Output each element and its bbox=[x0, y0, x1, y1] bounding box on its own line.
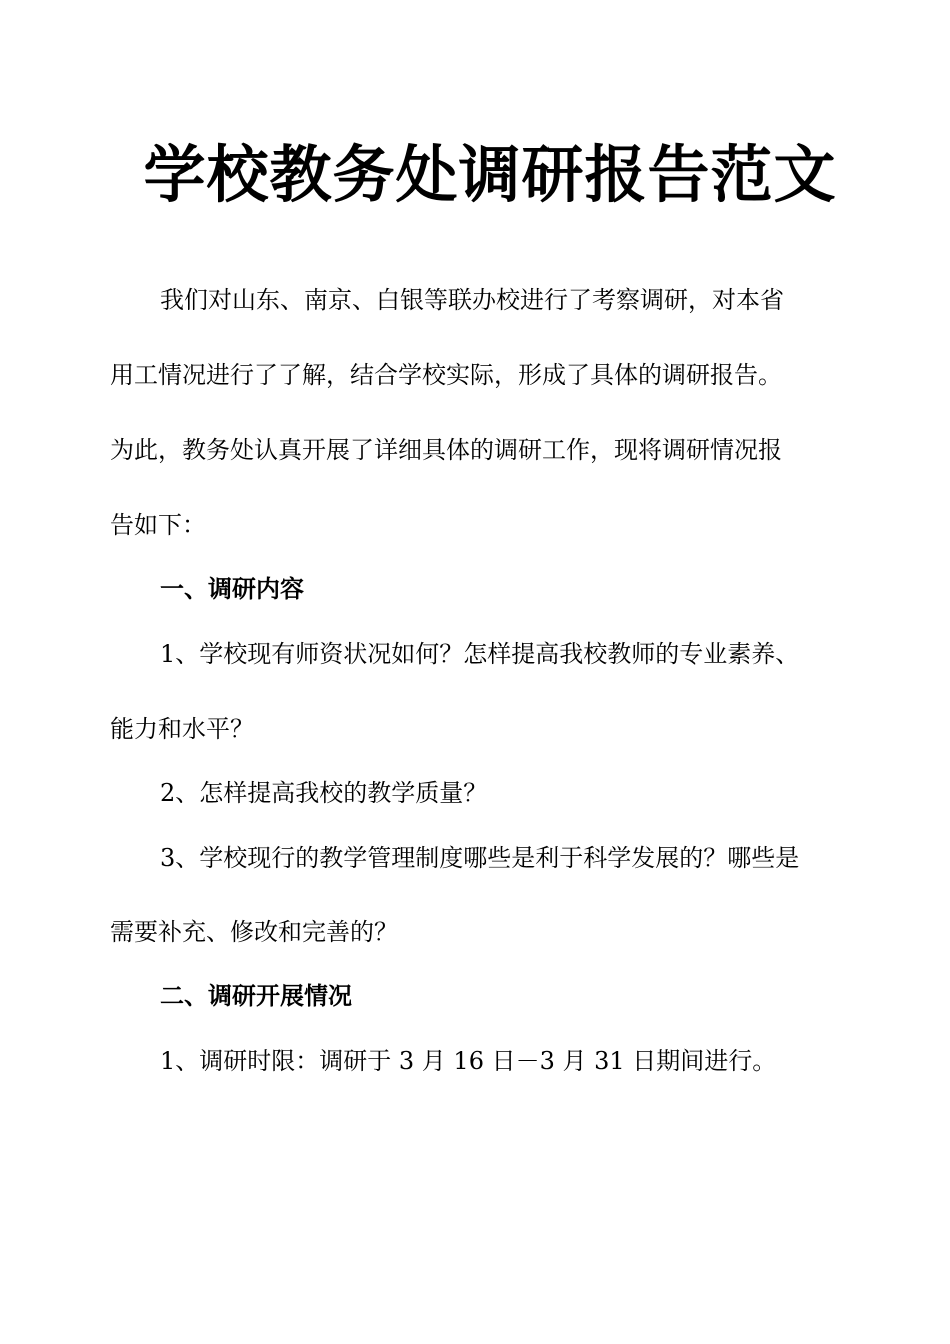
section-1-heading: 一、调研内容 bbox=[160, 575, 304, 603]
section-1-item-1-line-2: 能力和水平？ bbox=[110, 715, 254, 743]
intro-line-3: 为此，教务处认真开展了详细具体的调研工作，现将调研情况报 bbox=[110, 436, 782, 464]
section-1-item-3-line-1: 3、学校现行的教学管理制度哪些是利于科学发展的？哪些是 bbox=[160, 844, 800, 872]
section-1-item-1-line-1: 1、学校现有师资状况如何？怎样提高我校教师的专业素养、 bbox=[160, 640, 800, 668]
intro-line-1: 我们对山东、南京、白银等联办校进行了考察调研，对本省 bbox=[160, 286, 784, 314]
section-2-heading: 二、调研开展情况 bbox=[160, 982, 352, 1010]
intro-line-2: 用工情况进行了了解，结合学校实际，形成了具体的调研报告。 bbox=[110, 361, 782, 389]
section-2-item-1: 1、调研时限：调研于 3 月 16 日－3 月 31 日期间进行。 bbox=[160, 1047, 777, 1075]
intro-line-4: 告如下： bbox=[110, 511, 206, 539]
section-1-item-3-line-2: 需要补充、修改和完善的？ bbox=[110, 918, 398, 946]
section-1-item-2: 2、怎样提高我校的教学质量？ bbox=[160, 779, 488, 807]
document-title: 学校教务处调研报告范文 bbox=[143, 138, 837, 211]
